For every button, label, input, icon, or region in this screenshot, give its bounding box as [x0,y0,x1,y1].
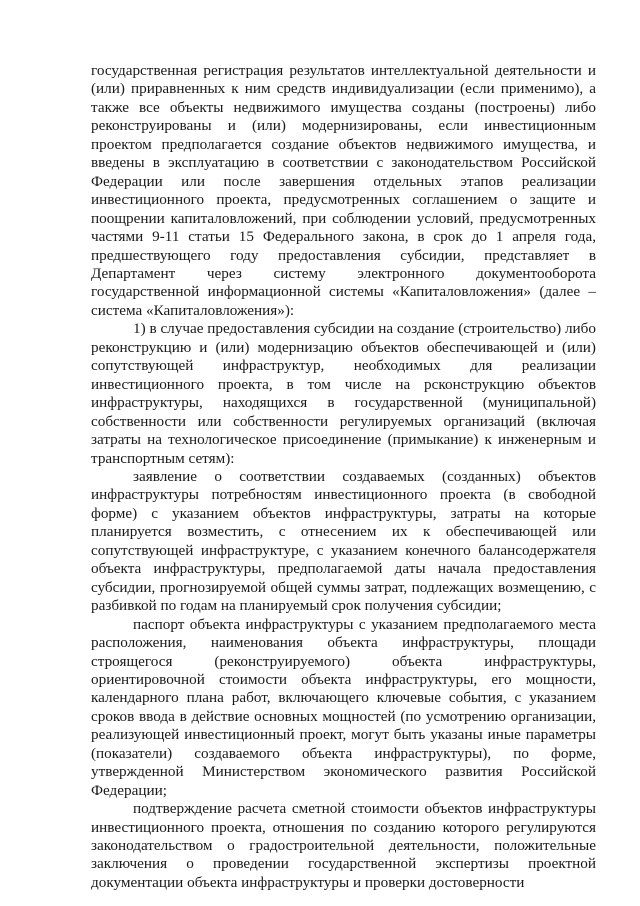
paragraph-item-1: 1) в случае предоставления субсидии на создание (строительство) либо реконструкцию и (или) модернизацию объектов обеспечивающей и (или) сопутствующей инфраструктур, необходимых для реализации инвестиционного проекта, в том числе на рсконструкцию объектов инфраструктуры, находящихся в государственной (муниципальной) собственности или собственности регулируемых организаций (включая затраты на технологическое присоединение (примыкание) к инженерным и транспортным сетям): [91,320,596,467]
paragraph-application: заявление о соответствии создаваемых (созданных) объектов инфраструктуры потребностям инвестиционного проекта (в свободной форме) с указанием объектов инфраструктуры, затраты на которые планируется возместить, с отнесением их к обеспечивающей или сопутствующей инфраструктуре, с указанием конечного балансодержателя объекта инфраструктуры, предполагаемой даты начала предоставления субсидии, прогнозируемой общей суммы затрат, подлежащих возмещению, с разбивкой по годам на планируемый срок получения субсидии; [91,467,596,615]
paragraph-estimate-confirmation: подтверждение расчета сметной стоимости объектов инфраструктуры инвестиционного проекта, отношения по созданию которого регулируются законодательством о градостроительной деятельности, положительные заключения о проведении государственной экспертизы проектной документации объекта инфраструктуры и проверки достоверности [91,800,596,891]
paragraph-passport: паспорт объекта инфраструктуры с указанием предполагаемого места расположения, наименования объекта инфраструктуры, площади строящегося (реконструируемого) объекта инфраструктуры, ориентировочной стоимости объекта инфраструктуры, его мощности, календарного плана работ, включающего ключевые события, с указанием сроков ввода в действие основных мощностей (по усмотрению организации, реализующей инвестиционный проект, могут быть указаны иные параметры (показатели) создаваемого объекта инфраструктуры), по форме, утвержденной Министерством экономического развития Российской Федерации; [91,615,596,799]
document-body [91,62,596,892]
paragraph-continuation: государственная регистрация результатов интеллектуальной деятельности и (или) приравненных к ним средств индивидуализации (если применимо), а также все объекты недвижимого имущества созданы (построены) либо реконструированы и (или) модернизированы, если инвестиционным проектом предполагается создание объектов недвижимого имущества, и введены в эксплуатацию в соответствии с законодательством Российской Федерации или после завершения отдельных этапов реализации инвестиционного проекта, предусмотренных соглашением о защите и поощрении капиталовложений, при соблюдении условий, предусмотренных частями 9-11 статьи 15 Федерального закона, в срок до 1 апреля года, предшествующего году предоставления субсидии, представляет в Департамент через систему электронного документооборота государственной информационной системы «Капиталовложения» (далее – система «Капиталовложения»): [91,62,596,319]
